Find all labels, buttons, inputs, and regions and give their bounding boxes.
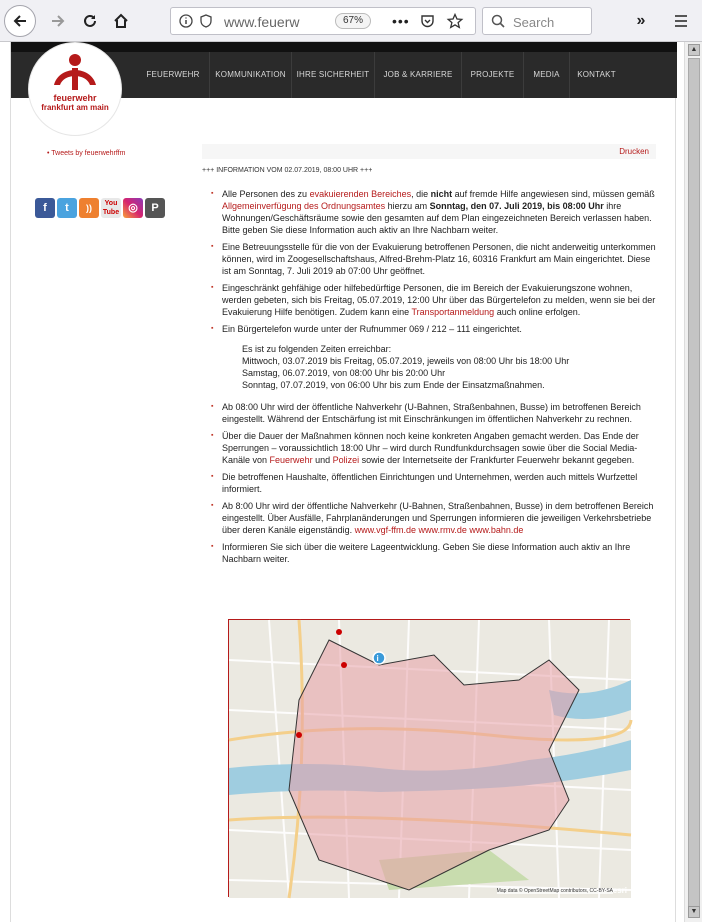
browser-toolbar	[0, 0, 702, 42]
nav-ihre-sicherheit[interactable]: IHRE SICHERHEIT	[291, 52, 374, 98]
tweets-link-label: Tweets by feuerwehrffm	[51, 150, 126, 157]
evacuation-map[interactable]	[228, 619, 630, 897]
periscope-icon[interactable]: P	[145, 198, 165, 218]
list-item: ▪ Informieren Sie sich über die weitere Lageentwicklung. Geben Sie diese Information auch aktiv an Ihre Nachbarn weiter.	[211, 541, 659, 565]
nav-media[interactable]: MEDIA	[523, 52, 569, 98]
logo-line-1: feuerwehr	[53, 93, 97, 103]
phone-hours-line: Samstag, 06.07.2019, von 08:00 Uhr bis 20:00 Uhr	[242, 368, 446, 378]
top-strip	[11, 42, 677, 52]
map-graphic	[229, 620, 631, 898]
evacuation-area-link[interactable]: evakuierenden Bereiches	[309, 189, 412, 199]
text: ihre Wohnungen/Geschäftsräume sowie den gesamten auf dem Plan eingezeichneten Bereich verlassen haben. Bitte geben Sie diese Information auch aktiv an Ihre Nachbarn weiter.	[222, 201, 652, 235]
text: Über die Dauer der Maßnahmen können noch keine konkreten Angaben gemacht werden. Das Ende der Sperrungen – voraussichtlich 18:00 Uhr – wird durch Rundfunkdurchsagen sowie über die Social Media-Kanäle von	[222, 431, 639, 465]
home-button[interactable]	[107, 6, 135, 36]
print-bar	[202, 144, 656, 159]
shield-icon	[200, 14, 212, 28]
bold-text: Sonntag, den 07. Juli 2019, bis 08:00 Uhr	[429, 201, 604, 211]
list-item	[211, 430, 659, 466]
polizei-link[interactable]: Polizei	[332, 455, 360, 465]
transport-registration-link[interactable]: Transportanmeldung	[411, 307, 495, 317]
content-list	[211, 188, 659, 570]
url-text: www.feuerw	[224, 14, 300, 30]
phone-hours-line: Sonntag, 07.07.2019, von 06:00 Uhr bis zum Ende der Einsatzmaßnahmen.	[242, 380, 545, 390]
home-icon	[113, 13, 129, 29]
youtube-icon[interactable]: You Tube	[102, 200, 120, 216]
scroll-thumb[interactable]	[688, 58, 700, 918]
list-item	[211, 188, 659, 236]
nav-projekte[interactable]: PROJEKTE	[461, 52, 523, 98]
map-attribution: Map data © OpenStreetMap contributors, CC-BY-SA	[496, 888, 613, 894]
more-icon[interactable]: •••	[392, 13, 410, 29]
print-link[interactable]: Drucken	[619, 147, 649, 156]
nav-kommunikation[interactable]: KOMMUNIKATION	[209, 52, 291, 98]
facebook-icon[interactable]: f	[35, 198, 55, 218]
text: Ab 8:00 Uhr wird der öffentliche Nahverkehr (U-Bahnen, Straßenbahnen, Busse) in dem betroffenen Bereich eingestellt. Über Ausfälle, Fahrplanänderungen und Sperrungen informieren die jeweiligen Verkehrsbetriebe über deren Kanäle eigenständig.	[222, 501, 654, 535]
twitter-icon[interactable]: t	[57, 198, 77, 218]
arrow-left-icon	[12, 13, 28, 29]
back-button[interactable]	[4, 5, 36, 37]
text: auch online erfolgen.	[494, 307, 581, 317]
nav-kontakt[interactable]: KONTAKT	[569, 52, 623, 98]
text: auf fremde Hilfe angewiesen sind, müssen gemäß	[452, 189, 655, 199]
search-icon	[491, 14, 505, 28]
scroll-down-arrow-icon[interactable]: ▼	[688, 906, 700, 918]
overflow-button[interactable]: »	[636, 12, 646, 29]
list-item	[211, 500, 659, 536]
feuerwehr-link[interactable]: Feuerwehr	[269, 455, 313, 465]
text: , die	[411, 189, 431, 199]
bahn-link[interactable]: www.bahn.de	[469, 525, 524, 535]
reload-button[interactable]	[76, 6, 104, 36]
list-item: ▪ Die betroffenen Haushalte, öffentlichen Einrichtungen und Unternehmen, werden auch mittels Wurfzettel informiert.	[211, 471, 659, 495]
menu-button[interactable]	[670, 6, 692, 36]
allgemeinverfuegung-link[interactable]: Allgemeinverfügung des Ordnungsamtes	[222, 201, 386, 211]
rmv-link[interactable]: www.rmv.de	[418, 525, 467, 535]
logo-figure-icon	[51, 51, 99, 93]
rss-icon[interactable]: ))	[79, 198, 99, 218]
zoom-level-button[interactable]: 67%	[335, 13, 371, 29]
search-input[interactable]: Search	[513, 15, 555, 30]
website	[10, 42, 676, 922]
bold-text: nicht	[430, 189, 453, 199]
info-heading: +++ INFORMATION VOM 02.07.2019, 08:00 UHR +++	[202, 167, 373, 174]
vertical-scrollbar[interactable]	[684, 42, 702, 922]
text: hierzu am	[385, 201, 430, 211]
pocket-icon[interactable]	[420, 14, 435, 29]
phone-hours-line: Es ist zu folgenden Zeiten erreichbar:	[242, 344, 392, 354]
vgf-link[interactable]: www.vgf-ffm.de	[354, 525, 416, 535]
hamburger-icon	[674, 15, 688, 27]
list-item: ▪ Ab 08:00 Uhr wird der öffentliche Nahverkehr (U-Bahnen, Straßenbahnen, Busse) im betroffenen Bereich eingestellt. Während der Entschärfung ist mit Einschränkungen im öffentlichen Nahverkehr zu rechnen.	[211, 401, 659, 425]
phone-hours-line: Mittwoch, 03.07.2019 bis Freitag, 05.07.2019, jeweils von 08:00 Uhr bis 18:00 Uhr	[242, 356, 570, 366]
text: Alle Personen des zu	[222, 189, 310, 199]
nav-job-karriere[interactable]: JOB & KARRIERE	[374, 52, 461, 98]
list-item: ▪ Ein Bürgertelefon wurde unter der Rufnummer 069 / 212 – 111 eingerichtet.	[211, 323, 659, 335]
star-icon[interactable]	[447, 13, 463, 29]
text: sowie der Internetseite der Frankfurter Feuerwehr bekannt gegeben.	[359, 455, 635, 465]
scroll-up-arrow-icon[interactable]: ▲	[688, 44, 700, 56]
text: und	[312, 455, 333, 465]
reload-icon	[82, 13, 98, 29]
forward-button[interactable]	[44, 6, 72, 36]
phone-hours	[242, 343, 659, 391]
nav-feuerwehr[interactable]: FEUERWEHR	[146, 70, 200, 79]
search-bar[interactable]	[482, 7, 592, 35]
logo-line-2: frankfurt am main	[41, 103, 109, 112]
instagram-icon[interactable]: ◎	[123, 198, 143, 218]
arrow-right-icon	[50, 13, 66, 29]
list-item: ▪ Eine Betreuungsstelle für die von der Evakuierung betroffenen Personen, die nicht anderweitig unterkommen können, wird im Zoogesellschaftshaus, Alfred-Brehm-Platz 16, 60316 Frankfurt am Main eingerichtet. Diese ist am Sonntag, 7. Juli 2019 ab 07:00 Uhr geöffnet.	[211, 241, 659, 277]
tweets-link[interactable]: • Tweets by feuerwehrffm	[47, 150, 126, 157]
list-item	[211, 282, 659, 318]
site-logo[interactable]	[28, 42, 122, 136]
info-icon	[179, 14, 193, 28]
esri-logo: esri	[612, 886, 627, 895]
svg-text:i: i	[376, 654, 379, 663]
text: Eingeschränkt gehfähige oder hilfebedürftige Personen, die im Bereich der Evakuierungszone wohnen, werden gebeten, sich bis Freitag, 05.07.2019, 12:00 Uhr über das Bürgertelefon zu melden, wenn sie bei der Evakuierung Hilfe benötigen. Zudem kann eine	[222, 283, 656, 317]
url-bar[interactable]	[170, 7, 476, 35]
